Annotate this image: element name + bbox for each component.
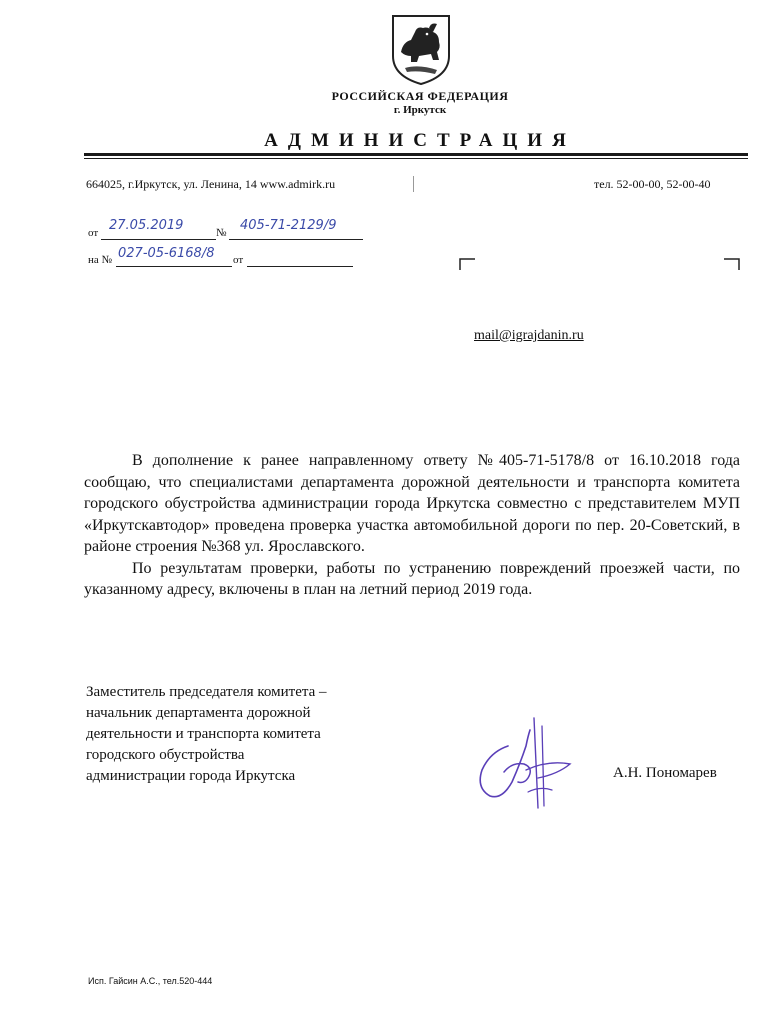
reply-number: 027-05-6168/8 bbox=[118, 246, 215, 261]
address-divider bbox=[413, 176, 414, 192]
signatory-title-line: городского обустройства bbox=[86, 747, 245, 763]
signatory-title-line: Заместитель председателя комитета – bbox=[86, 684, 327, 700]
sender-phone: тел. 52-00-00, 52-00-40 bbox=[594, 177, 711, 191]
signatory-title bbox=[86, 682, 406, 787]
number-underline bbox=[229, 239, 363, 240]
signatory-title-line: администрации города Иркутска bbox=[86, 768, 296, 784]
reply-date-underline bbox=[247, 266, 353, 267]
executor-note: Исп. Гайсин А.С., тел.520-444 bbox=[88, 976, 213, 986]
handwritten-signature-icon bbox=[468, 712, 578, 812]
from-label: от bbox=[88, 227, 99, 239]
signatory-title-line: начальник департамента дорожной bbox=[86, 705, 311, 721]
address-bracket-left-icon bbox=[459, 258, 475, 270]
header-rule-thick bbox=[84, 153, 748, 156]
reply-number-underline bbox=[116, 266, 232, 267]
reply-label: на № bbox=[88, 254, 113, 266]
signatory-title-line: деятельности и транспорта комитета bbox=[86, 726, 321, 742]
signatory-name: А.Н. Пономарев bbox=[613, 765, 717, 781]
number-label: № bbox=[216, 227, 227, 239]
addressee-email: mail@igrajdanin.ru bbox=[474, 328, 584, 343]
city-name: г. Иркутск bbox=[393, 104, 447, 116]
letter-body bbox=[84, 450, 740, 601]
reply-from-label: от bbox=[233, 254, 244, 266]
address-bracket-right-icon bbox=[724, 258, 740, 270]
country-name: РОССИЙСКАЯ ФЕДЕРАЦИЯ bbox=[331, 89, 509, 103]
date-underline bbox=[101, 239, 216, 240]
irkutsk-coat-of-arms-icon bbox=[389, 14, 453, 86]
redacted-addressee-name bbox=[390, 414, 555, 428]
body-paragraph-2: По результатам проверки, работы по устранению повреждений проезжей части, по указанному адресу, включены в план на летний период 2019 года. bbox=[84, 559, 740, 598]
letterhead-title: АДМИНИСТРАЦИЯ bbox=[264, 130, 576, 151]
sender-address: 664025, г.Иркутск, ул. Ленина, 14 www.admirk.ru bbox=[86, 177, 336, 191]
body-paragraph-1: В дополнение к ранее направленному ответу №405-71-5178/8 от 16.10.2018 года сообщаю, что специалистами департамента дорожной деятельности и транспорта комитета городского обустройства администрации города Иркутска совместно с представителем МУП «Иркутскавтодор» проведена проверка участка автомобильной дороги по пер. 20-Советский, в районе строения №368 ул. Ярославского. bbox=[84, 452, 740, 555]
outgoing-number: 405-71-2129/9 bbox=[240, 218, 337, 233]
outgoing-date: 27.05.2019 bbox=[109, 218, 184, 233]
header-rule-thin bbox=[84, 158, 748, 159]
